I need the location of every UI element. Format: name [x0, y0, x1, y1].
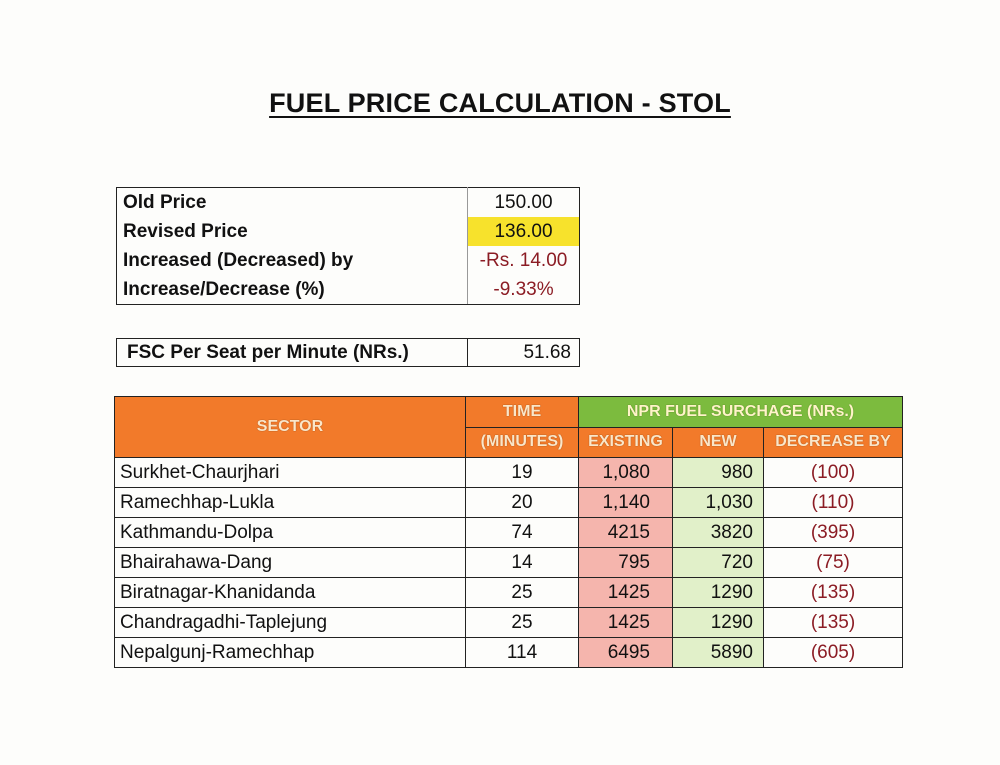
table-row: [115, 638, 903, 668]
sector-decrease: (605): [764, 638, 903, 668]
header-decrease: DECREASE BY: [764, 427, 903, 458]
table-row: [115, 578, 903, 608]
price-row-percent: [117, 275, 580, 305]
sector-existing: 795: [579, 548, 673, 578]
sector-decrease: (135): [764, 608, 903, 638]
sector-time: 14: [466, 548, 579, 578]
sector-name: Nepalgunj-Ramechhap: [115, 638, 466, 668]
revised-price-label: Revised Price: [117, 217, 468, 246]
sector-name: Biratnagar-Khanidanda: [115, 578, 466, 608]
price-change-label: Increased (Decreased) by: [117, 246, 468, 275]
sector-existing: 1,140: [579, 488, 673, 518]
sector-table: [114, 396, 903, 668]
sector-existing: 1,080: [579, 458, 673, 488]
fsc-label: FSC Per Seat per Minute (NRs.): [117, 339, 468, 367]
sector-name: Ramechhap-Lukla: [115, 488, 466, 518]
sector-new: 1290: [673, 608, 764, 638]
sector-existing: 1425: [579, 608, 673, 638]
sector-new: 3820: [673, 518, 764, 548]
price-row-revised: [117, 217, 580, 246]
sector-new: 5890: [673, 638, 764, 668]
sector-time: 25: [466, 578, 579, 608]
sector-name: Bhairahawa-Dang: [115, 548, 466, 578]
price-row-old: [117, 188, 580, 218]
price-table: [116, 187, 580, 305]
sector-name: Surkhet-Chaurjhari: [115, 458, 466, 488]
page-title: [0, 88, 1000, 119]
price-change-value: -Rs. 14.00: [468, 246, 580, 275]
table-row: [115, 548, 903, 578]
sector-existing: 4215: [579, 518, 673, 548]
fsc-value: 51.68: [468, 339, 580, 367]
sector-new: 1290: [673, 578, 764, 608]
sector-new: 720: [673, 548, 764, 578]
header-time: TIME: [466, 397, 579, 428]
sector-decrease: (100): [764, 458, 903, 488]
sector-time: 114: [466, 638, 579, 668]
sector-new: 980: [673, 458, 764, 488]
sector-name: Chandragadhi-Taplejung: [115, 608, 466, 638]
revised-price-value: 136.00: [468, 217, 580, 246]
sector-header-row-1: [115, 397, 903, 428]
old-price-label: Old Price: [117, 188, 468, 218]
page-title-text: FUEL PRICE CALCULATION - STOL: [269, 88, 731, 118]
price-percent-value: -9.33%: [468, 275, 580, 305]
table-row: [115, 488, 903, 518]
sector-decrease: (110): [764, 488, 903, 518]
sector-new: 1,030: [673, 488, 764, 518]
sector-decrease: (395): [764, 518, 903, 548]
header-time-unit: (MINUTES): [466, 427, 579, 458]
sector-time: 20: [466, 488, 579, 518]
sector-existing: 6495: [579, 638, 673, 668]
sector-existing: 1425: [579, 578, 673, 608]
sector-time: 25: [466, 608, 579, 638]
table-row: [115, 458, 903, 488]
table-row: [115, 518, 903, 548]
fsc-row: [117, 339, 580, 367]
table-row: [115, 608, 903, 638]
price-row-change: [117, 246, 580, 275]
sector-name: Kathmandu-Dolpa: [115, 518, 466, 548]
sector-time: 74: [466, 518, 579, 548]
price-percent-label: Increase/Decrease (%): [117, 275, 468, 305]
header-surcharge: NPR FUEL SURCHAGE (NRs.): [579, 397, 903, 428]
sector-decrease: (135): [764, 578, 903, 608]
sector-decrease: (75): [764, 548, 903, 578]
sector-time: 19: [466, 458, 579, 488]
header-sector: SECTOR: [115, 397, 466, 458]
fsc-table: [116, 338, 580, 367]
header-existing: EXISTING: [579, 427, 673, 458]
header-new: NEW: [673, 427, 764, 458]
old-price-value: 150.00: [468, 188, 580, 218]
